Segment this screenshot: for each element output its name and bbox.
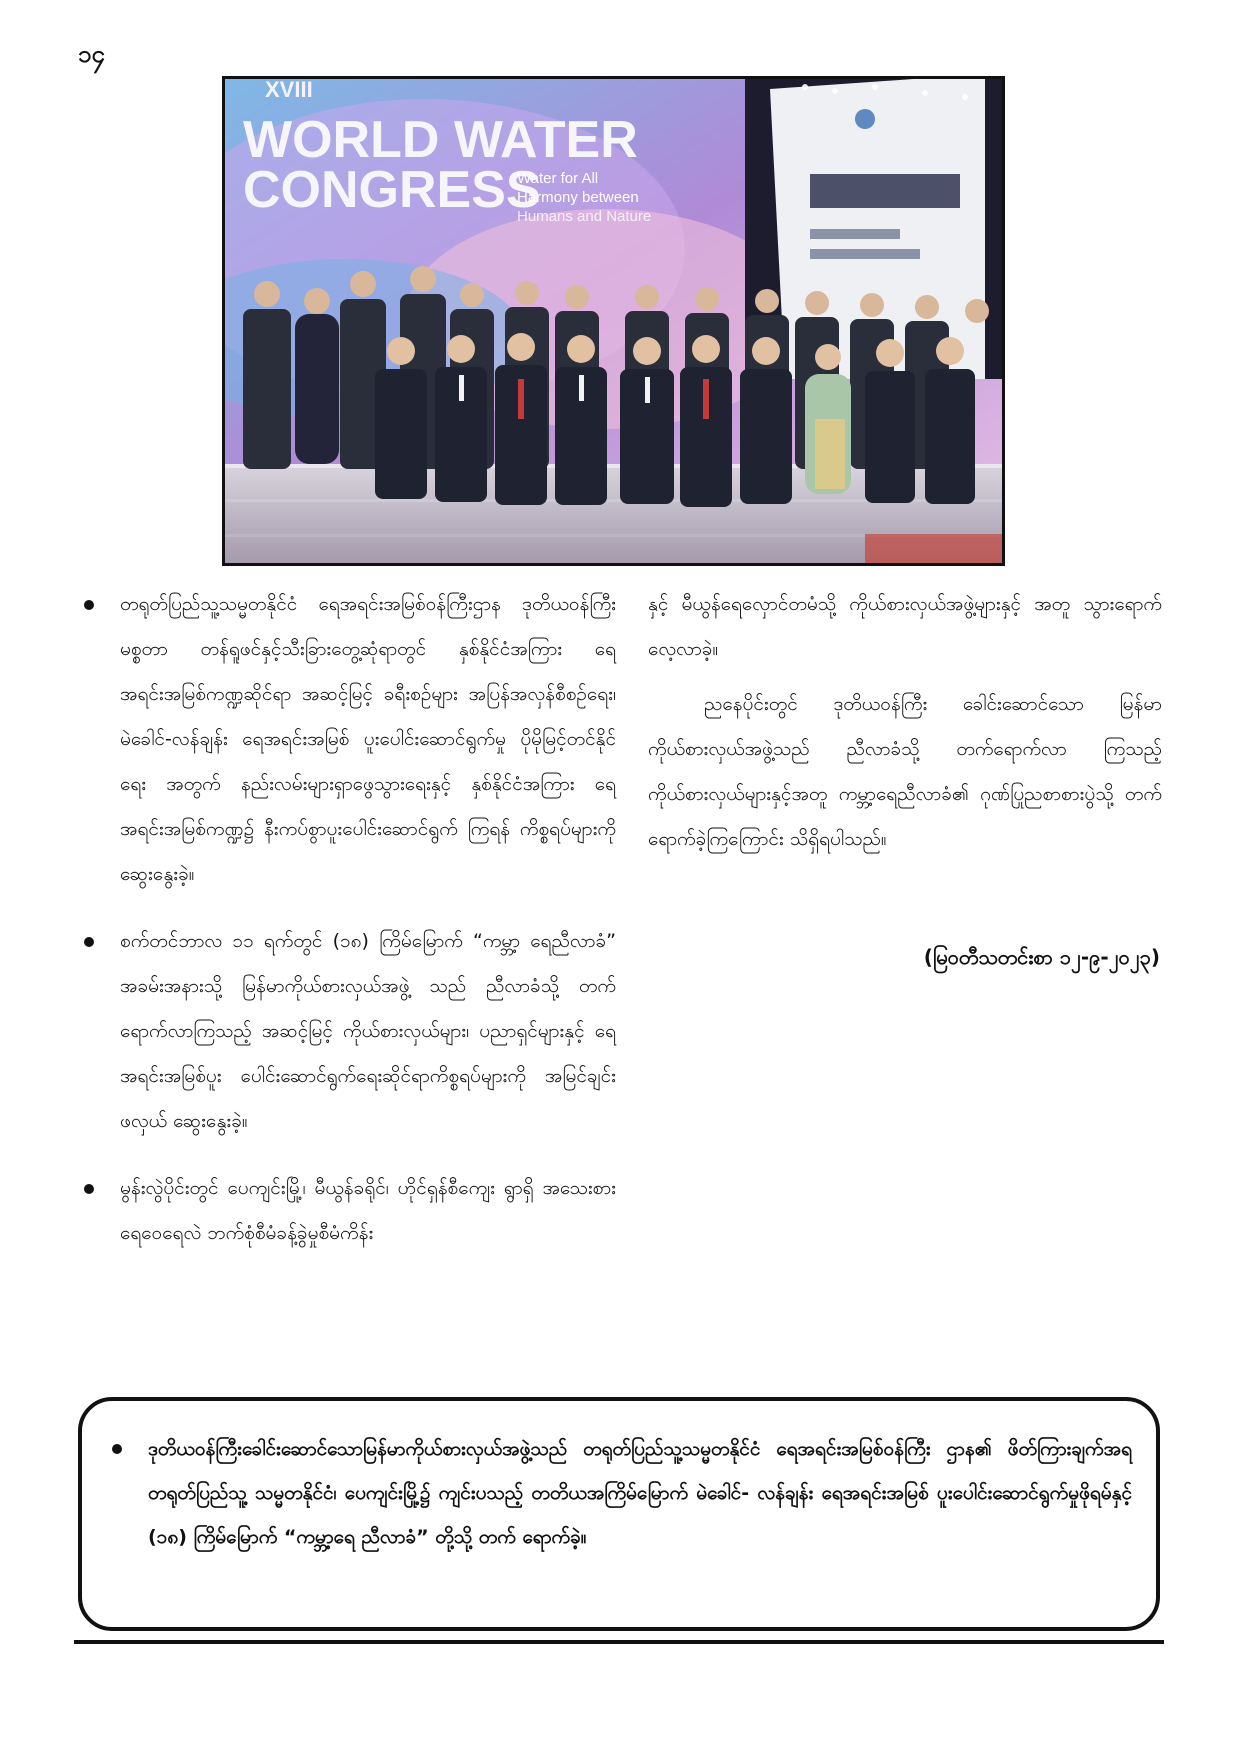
backdrop-title-line1: WORLD WATER	[243, 111, 638, 169]
bullet-item	[78, 919, 616, 1144]
backdrop-title-line2: CONGRESS	[243, 161, 541, 219]
backdrop-theme-line3: Humans and Nature	[517, 208, 652, 225]
left-column	[78, 582, 616, 1278]
bullet-dot	[112, 1444, 122, 1454]
source-citation: (မြဝတီသတင်းစာ ၁၂-၉-၂၀၂၃)	[923, 945, 1160, 969]
summary-bullet	[106, 1427, 1132, 1559]
bullet-dot	[84, 600, 94, 610]
summary-text: ဒုတိယဝန်ကြီးခေါင်းဆောင်သောမြန်မာကိုယ်စားလှယ်အဖွဲ့သည် တရုတ်ပြည်သူ့သမ္မတနိုင်ငံ ရေအရင်းအမြစ်ဝန်ကြီး ဌာန၏ ဖိတ်ကြားချက်အရ တရုတ်ပြည်သူ့ သမ္မတနိုင်ငံ၊ ပေကျင်းမြို့၌ ကျင်းပသည့် တတိယအကြိမ်မြောက် မဲခေါင်- လန်ချန်း ရေအရင်းအမြစ် ပူးပေါင်းဆောင်ရွက်မှုဖိုရမ်နှင့် (၁၈) ကြိမ်မြောက် “ကမ္ဘာ့ရေ ညီလာခံ” တို့သို့ တက် ရောက်ခဲ့။	[148, 1438, 1132, 1548]
backdrop-theme-line1: Water for All	[517, 170, 599, 187]
backdrop-edition: XVIII	[265, 79, 313, 102]
summary-box	[78, 1397, 1160, 1631]
congress-group-photo	[222, 76, 1005, 566]
bullet-dot	[84, 937, 94, 947]
bullet-item	[78, 1166, 616, 1256]
bullet-text: မွန်းလွဲပိုင်းတွင် ပေကျင်းမြို့၊ မီယွန်ခရိုင်၊ ဟိုင်ရှန်စီကျေး ရွာရှိ အသေးစား ရေဝေရေလဲ ဘက်စုံစီမံခန့်ခွဲမှုစီမံကိန်း	[120, 1177, 616, 1244]
backdrop-theme-line2: Harmony between	[517, 189, 639, 206]
bullet-dot	[84, 1184, 94, 1194]
page-number: ၁၄	[78, 40, 105, 68]
evening-paragraph: ညနေပိုင်းတွင် ဒုတိယဝန်ကြီး ခေါင်းဆောင်သော မြန်မာကိုယ်စားလှယ်အဖွဲ့သည် ညီလာခံသို့ တက်ရောက်လာ ကြသည့် ကိုယ်စားလှယ်များနှင့်အတူ ကမ္ဘာ့ရေညီလာခံ၏ ဂုဏ်ပြုညစာစားပွဲသို့ တက်ရောက်ခဲ့ကြကြောင်း သိရှိရပါသည်။	[648, 693, 1162, 850]
continuation-paragraph: နှင့် မီယွန်ရေလှောင်တမံသို့ ကိုယ်စားလှယ်အဖွဲ့များနှင့် အတူ သွားရောက်လေ့လာခဲ့။	[648, 593, 1162, 660]
bullet-item	[78, 582, 616, 897]
bullet-text: တရုတ်ပြည်သူ့သမ္မတနိုင်ငံ ရေအရင်းအမြစ်ဝန်ကြီးဌာန ဒုတိယဝန်ကြီး မစ္စတာ တန်ရူဖင်နှင့်သီးခြားတွေ့ဆုံရာတွင် နှစ်နိုင်ငံအကြား ရေအရင်းအမြစ်ကဏ္ဍဆိုင်ရာ အဆင့်မြင့် ခရီးစဉ်များ အပြန်အလှန်စီစဉ်ရေး၊ မဲခေါင်-လန်ချန်း ရေအရင်းအမြစ် ပူးပေါင်းဆောင်ရွက်မှု ပိုမိုမြင့်တင်နိုင်ရေး အတွက် နည်းလမ်းများရှာဖွေသွားရေးနှင့် နှစ်နိုင်ငံအကြား ရေအရင်းအမြစ်ကဏ္ဍ၌ နီးကပ်စွာပူးပေါင်းဆောင်ရွက် ကြရန် ကိစ္စရပ်များကို ဆွေးနွေးခဲ့။	[120, 593, 616, 885]
bullet-text: စက်တင်ဘာလ ၁၁ ရက်တွင် (၁၈) ကြိမ်မြောက် “ကမ္ဘာ့ ရေညီလာခံ” အခမ်းအနားသို့ မြန်မာကိုယ်စားလှယ်အဖွဲ့ သည် ညီလာခံသို့ တက်ရောက်လာကြသည့် အဆင့်မြင့် ကိုယ်စားလှယ်များ၊ ပညာရှင်များနှင့် ရေအရင်းအမြစ်ပူး ပေါင်းဆောင်ရွက်ရေးဆိုင်ရာကိစ္စရပ်များကို အမြင်ချင်း ဖလှယ် ဆွေးနွေးခဲ့။	[120, 930, 616, 1132]
bottom-rule	[74, 1640, 1164, 1644]
right-column	[648, 582, 1162, 872]
